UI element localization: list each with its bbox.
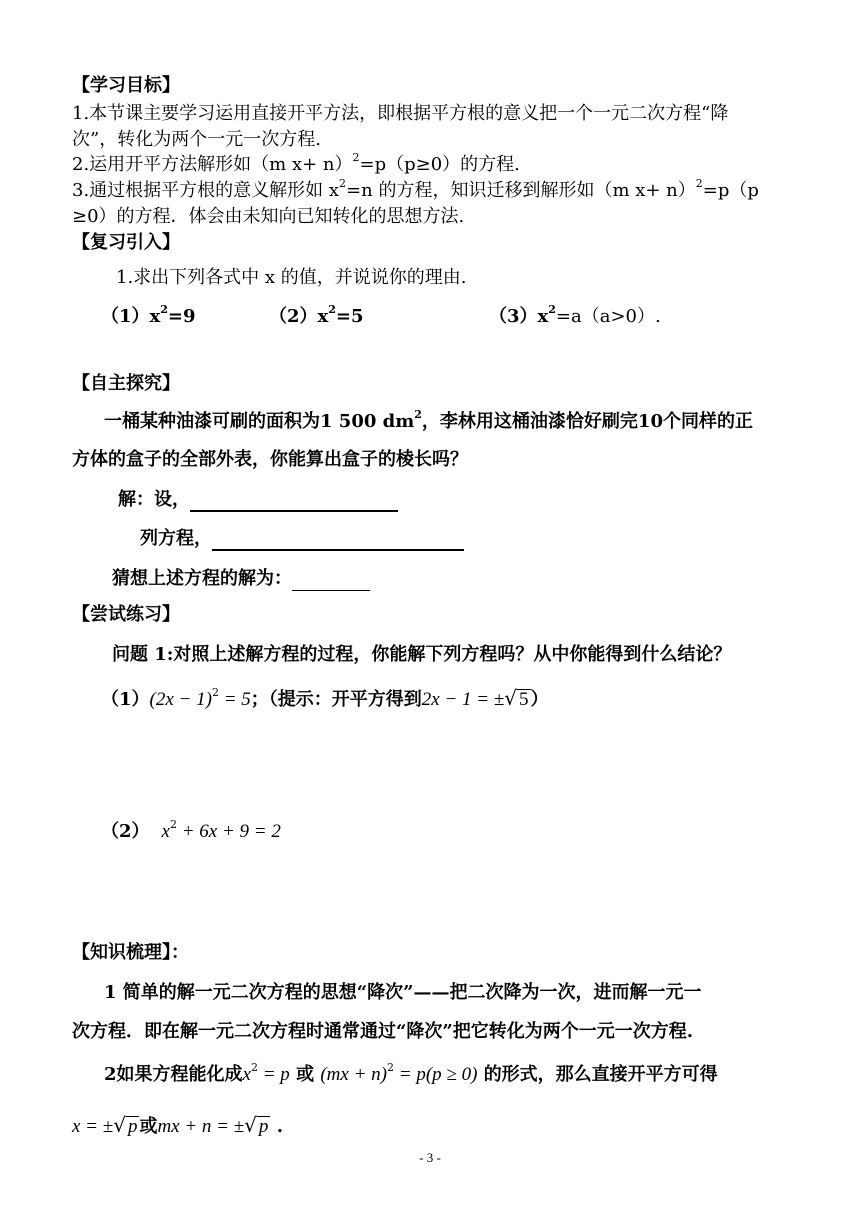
practice-question: 问题 1:对照上述解方程的过程，你能解下列方程吗？从中你能得到什么结论？ [112,644,732,665]
goal-3-a: 3.通过根据平方根的意义解形如 x [72,180,340,201]
explore-problem-a: 一桶某种油漆可刷的面积为1 500 dm [104,411,415,432]
problem-1-eq-base: (2x − 1) [149,689,212,710]
review-question: 1.求出下列各式中 x 的值，并说说你的理由. [116,267,467,288]
summary-2-m1a: x [242,1064,251,1085]
goal-3-sup-2: 2 [695,177,703,190]
sqrt-radical-symbol: √ [113,1113,126,1137]
summary-2-a: 2如果方程能化成 [104,1064,243,1085]
review-eq-3-rest: =a（a>0）. [555,306,661,327]
goal-2-b: =p（p≥0）的方程. [359,154,520,175]
page-number: - 3 - [419,1150,441,1165]
problem-2-sup: 2 [169,818,177,831]
review-eq-2-rest: =5 [335,306,364,327]
summary-2-m2b: = p(p ≥ 0) [394,1064,478,1085]
problem-1-hint: （提示：开平方得到 [268,689,422,710]
goal-1-line-2: 次”，转化为两个一元一次方程. [72,129,321,150]
summary-3-p-1: p [127,1116,138,1137]
solution-blank[interactable] [190,490,398,512]
summary-2-line-1 [104,1063,718,1087]
goal-2-a: 2.运用开平方法解形如（m x+ n） [72,154,353,175]
goal-3-c: =p（p [702,180,759,201]
review-eq-2-sup: 2 [328,303,336,316]
summary-3-end: . [276,1116,283,1137]
summary-2-m1b: = p [257,1064,290,1085]
review-eq-3-sup: 2 [548,303,556,316]
summary-2-sup-1: 2 [250,1061,258,1074]
sqrt-radical-symbol: √ [504,686,518,710]
problem-1-hint-radicand: 5 [519,689,529,710]
explore-heading: 【自主探究】 [72,373,180,394]
summary-2-m2a: (mx + n) [320,1064,387,1085]
practice-problem-1 [101,686,549,712]
equation-label: 列方程， [140,528,212,549]
review-heading: 【复习引入】 [72,232,180,253]
goal-3-line-1 [72,179,759,203]
problem-1-eq-rest: = 5 [218,689,251,710]
guess-line [112,567,370,591]
summary-2-or: 或 [296,1064,315,1085]
summary-1-line-1: 1 简单的解一元二次方程的思想“降次”——把二次降为一次，进而解一元一 [104,982,702,1003]
guess-blank[interactable] [292,570,370,591]
review-eq-1-rest: =9 [167,306,196,327]
equation-line [140,527,464,551]
goal-3-line-2: ≥0）的方程．体会由未知向已知转化的思想方法. [72,206,465,227]
solution-label: 解：设， [118,489,190,510]
problem-2-x: x [161,821,170,842]
goal-2-sup: 2 [352,151,360,164]
review-eq-3-label: （3）x [489,306,549,327]
problem-1-hint-eq: 2x − 1 = ± [421,689,505,710]
sqrt-radical-symbol: √ [244,1113,257,1137]
problem-1-close: ） [530,689,549,710]
goal-2 [72,153,520,177]
problem-1-eq-sup: 2 [211,686,219,699]
review-eq-1-label: （1）x [101,306,161,327]
explore-problem-sup: 2 [414,408,422,421]
review-eq-2 [269,305,364,329]
problem-2-label: （2） [101,821,150,842]
summary-2-sup-2: 2 [387,1061,394,1074]
problem-1-semicolon: ； [250,689,269,710]
goals-heading: 【学习目标】 [72,75,180,96]
goal-1-line-1: 1.本节课主要学习运用直接开平方法，即根据平方根的意义把一个一元二次方程“降 [72,103,729,124]
explore-problem-line-2: 方体的盒子的全部外表，你能算出盒子的棱长吗？ [72,449,468,470]
goal-3-b: =n 的方程，知识迁移到解形如（m x+ n） [346,180,696,201]
summary-3-or: 或 [139,1116,158,1137]
review-eq-1 [101,305,196,329]
summary-2-line-2 [72,1113,283,1139]
goal-3-sup-1: 2 [339,177,347,190]
summary-1-line-2: 次方程．即在解一元二次方程时通常通过“降次”把它转化为两个一元一次方程. [72,1021,693,1042]
summary-3-p-2: p [258,1116,269,1137]
explore-problem-b: ，李林用这桶油漆恰好刷完10个同样的正 [421,411,753,432]
review-eq-1-sup: 2 [160,303,168,316]
summary-2-b: 的形式，那么直接开平方可得 [483,1064,718,1085]
practice-problem-2 [101,820,281,844]
solution-line [118,488,398,512]
summary-3-m1: x = ± [72,1116,114,1137]
problem-2-rest: + 6x + 9 = 2 [176,821,281,842]
guess-label: 猜想上述方程的解为： [112,568,292,589]
practice-heading: 【尝试练习】 [72,604,180,625]
review-eq-3 [489,305,661,329]
problem-1-label: （1） [101,689,150,710]
equation-blank[interactable] [212,529,464,551]
review-eq-2-label: （2）x [269,306,329,327]
summary-heading: 【知识梳理】： [72,942,189,963]
explore-problem-line-1 [104,410,753,434]
summary-3-m2: mx + n = ± [157,1116,245,1137]
